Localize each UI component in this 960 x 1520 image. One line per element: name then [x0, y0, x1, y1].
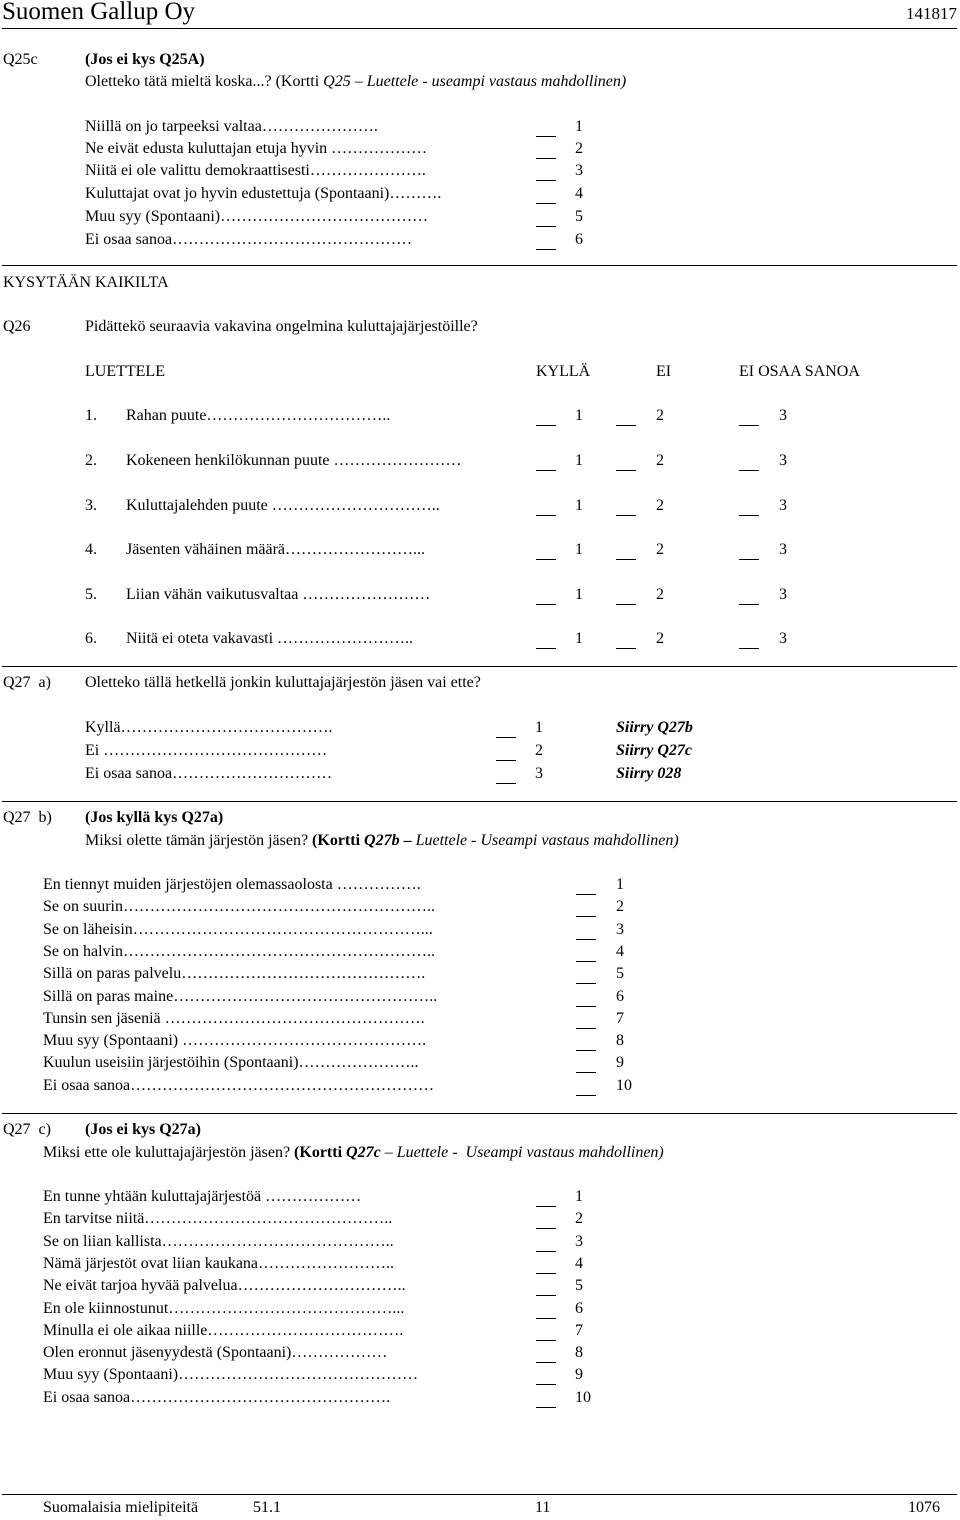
q27c-dash: – [384, 1144, 393, 1161]
answer-blank[interactable] [576, 983, 596, 984]
q26-code-dk: 3 [779, 630, 787, 647]
q25c-option-code: 3 [575, 162, 583, 179]
q25c-question-text: Oletteko tätä mieltä koska...? (Kortti [85, 73, 320, 90]
q27b-option-code: 7 [616, 1009, 624, 1027]
answer-blank[interactable] [536, 203, 556, 204]
q27c-option-label: En ole kiinnostunut……………………………………... [43, 1299, 405, 1317]
answer-blank-dk[interactable] [739, 515, 759, 516]
q26-code-no: 2 [656, 541, 664, 558]
q27b-option-code: 8 [616, 1032, 624, 1050]
q27b-option-label: Se on suurin………………………………………………….. [43, 898, 435, 916]
footer-number: 1076 [908, 1499, 940, 1516]
q26-item-label: Kokeneen henkilökunnan puute …………………… [126, 452, 462, 469]
answer-blank[interactable] [536, 249, 556, 250]
q27a-option-code: 1 [535, 719, 543, 736]
q27a-option-label: Ei …………………………………… [85, 742, 328, 759]
answer-blank-no[interactable] [616, 470, 636, 471]
answer-blank-no[interactable] [616, 559, 636, 560]
q27c-card: Q27c [346, 1144, 381, 1161]
q26-code-yes: 1 [575, 541, 583, 558]
q27c-option-label: Se on liian kallista…………………………………….. [43, 1232, 394, 1250]
answer-blank[interactable] [576, 1095, 596, 1096]
section-divider [2, 666, 957, 667]
q26-col-list: LUETTELE [85, 363, 165, 380]
answer-blank[interactable] [536, 158, 556, 159]
section-divider [2, 801, 957, 802]
answer-blank-no[interactable] [616, 515, 636, 516]
q27b-card: Q27b [364, 832, 400, 849]
q25c-condition: (Jos ei kys Q25A) [85, 51, 205, 68]
q26-item-label: Jäsenten vähäinen määrä……………………... [126, 541, 426, 558]
answer-blank-dk[interactable] [739, 559, 759, 560]
q27c-option-code: 4 [575, 1254, 583, 1272]
q27b-option-label: Sillä on paras palvelu………………………………………. [43, 965, 426, 983]
answer-blank-dk[interactable] [739, 604, 759, 605]
q27b-question [85, 831, 679, 851]
answer-blank-dk[interactable] [739, 648, 759, 649]
q27b-option-code: 10 [616, 1076, 632, 1094]
section-divider [2, 265, 957, 266]
q27b-option-code: 3 [616, 920, 624, 938]
q27a-option-label: Kyllä…………………………………. [85, 719, 333, 736]
q27c-question-text: Miksi ette ole kuluttajajärjestön jäsen? [43, 1144, 291, 1161]
answer-blank-yes[interactable] [536, 559, 556, 560]
q25c-option-label: Muu syy (Spontaani)………………………………… [85, 208, 429, 225]
q27b-option-label: Sillä on paras maine………………………………………….. [43, 987, 438, 1005]
q26-item-label: Kuluttajalehden puute ………………………….. [126, 497, 440, 514]
answer-blank[interactable] [576, 1006, 596, 1007]
q26-item-number: 2. [85, 452, 97, 469]
q25c-dash: – [354, 73, 363, 90]
answer-blank[interactable] [576, 916, 596, 917]
q26-item-label: Liian vähän vaikutusvaltaa …………………… [126, 586, 431, 603]
q26-code-dk: 3 [779, 586, 787, 603]
answer-blank[interactable] [536, 1384, 556, 1385]
answer-blank[interactable] [536, 1318, 556, 1319]
q26-code-no: 2 [656, 497, 664, 514]
q27c-option-label: Ei osaa sanoa…………………………………………. [43, 1388, 391, 1406]
q27c-question [43, 1143, 664, 1163]
q25c-id: Q25c [3, 51, 38, 68]
q25c-option-label: Niitä ei ole valittu demokraattisesti…………………. [85, 162, 426, 179]
answer-blank[interactable] [536, 136, 556, 137]
q26-item-label: Rahan puute…………………………….. [126, 407, 391, 424]
q25c-option-label: Niillä on jo tarpeeksi valtaa…………………. [85, 118, 378, 135]
q26-col-no: EI [656, 363, 672, 380]
q26-code-no: 2 [656, 630, 664, 647]
q27c-option-code: 1 [575, 1188, 583, 1205]
q27b-id: Q27 b) [3, 809, 52, 826]
section-divider [2, 1113, 957, 1114]
q27c-option-label: Muu syy (Spontaani)……………………………………… [43, 1366, 419, 1384]
q25c-instruction: Luettele - useampi vastaus mahdollinen) [366, 73, 627, 90]
answer-blank[interactable] [536, 226, 556, 227]
q26-code-dk: 3 [779, 497, 787, 514]
q25c-option-label: Ei osaa sanoa……………………………………… [85, 231, 413, 248]
answer-blank-yes[interactable] [536, 648, 556, 649]
q26-code-dk: 3 [779, 407, 787, 424]
answer-blank-dk[interactable] [739, 470, 759, 471]
q27a-option-code: 3 [535, 765, 543, 782]
q26-code-dk: 3 [779, 541, 787, 558]
q27b-instruction: Luettele - Useampi vastaus mahdollinen) [415, 832, 679, 849]
q26-code-yes: 1 [575, 497, 583, 514]
q26-question: Pidättekö seuraavia vakavina ongelmina kuluttajajärjestöille? [85, 318, 478, 335]
q26-item-number: 3. [85, 497, 97, 514]
answer-blank[interactable] [496, 737, 516, 738]
q27c-option-label: En tarvitse niitä……………………………………….. [43, 1210, 393, 1228]
q26-item-label: Niitä ei oteta vakavasti …………………….. [126, 630, 414, 647]
answer-blank-yes[interactable] [536, 425, 556, 426]
q26-code-yes: 1 [575, 630, 583, 647]
q27c-id: Q27 c) [3, 1121, 51, 1138]
q27c-option-code: 5 [575, 1277, 583, 1295]
q27c-option-code: 6 [575, 1299, 583, 1317]
q27c-option-label: Nämä järjestöt ovat liian kaukana…………………….. [43, 1254, 395, 1272]
q27a-route: Siirry Q27b [616, 719, 693, 736]
answer-blank[interactable] [576, 1050, 596, 1051]
q27c-option-label: Minulla ei ole aikaa niille………………………………. [43, 1321, 404, 1339]
q25c-question [85, 72, 626, 92]
q27b-option-code: 5 [616, 965, 624, 983]
q27b-option-label: Kuulun useisiin järjestöihin (Spontaani)………………….. [43, 1054, 419, 1072]
answer-blank[interactable] [536, 1251, 556, 1252]
q26-code-yes: 1 [575, 586, 583, 603]
q27b-kortti: (Kortti [312, 832, 361, 849]
q27b-dash: – [403, 832, 412, 849]
q26-item-number: 6. [85, 630, 97, 647]
q27a-route: Siirry 028 [616, 765, 682, 782]
q25c-option-code: 6 [575, 231, 583, 248]
q27b-option-code: 4 [616, 942, 624, 960]
q27c-option-code: 8 [575, 1344, 583, 1362]
q27b-option-label: Se on läheisin………………………………………………... [43, 920, 433, 938]
q26-code-no: 2 [656, 586, 664, 603]
q27b-option-label: Muu syy (Spontaani) ………………………………………. [43, 1032, 427, 1050]
answer-blank[interactable] [576, 961, 596, 962]
q26-code-yes: 1 [575, 407, 583, 424]
q27c-option-code: 3 [575, 1232, 583, 1250]
q27c-option-label: Ne eivät tarjoa hyvää palvelua………………………….. [43, 1277, 406, 1295]
q27b-option-code: 2 [616, 898, 624, 916]
q27b-condition: (Jos kyllä kys Q27a) [85, 809, 224, 826]
header-title: Suomen Gallup Oy [2, 0, 196, 25]
q25c-option-code: 1 [575, 118, 583, 135]
q26-item-number: 4. [85, 541, 97, 558]
q27c-option-code: 7 [575, 1321, 583, 1339]
answer-blank[interactable] [536, 1228, 556, 1229]
answer-blank[interactable] [576, 939, 596, 940]
q25c-card: Q25 [323, 73, 351, 90]
q27c-instruction: Luettele - Useampi vastaus mahdollinen) [396, 1144, 664, 1161]
q25c-option-code: 4 [575, 185, 583, 202]
answer-blank[interactable] [536, 1206, 556, 1207]
q25c-option-label: Kuluttajat ovat jo hyvin edustettuja (Spontaani)………. [85, 185, 442, 202]
q27c-option-label: En tunne yhtään kuluttajajärjestöä ……………… [43, 1188, 362, 1205]
header-rule [2, 28, 957, 29]
q27c-option-code: 9 [575, 1366, 583, 1384]
q27c-condition: (Jos ei kys Q27a) [85, 1121, 201, 1138]
q27b-option-code: 6 [616, 987, 624, 1005]
answer-blank[interactable] [496, 783, 516, 784]
answer-blank-no[interactable] [616, 648, 636, 649]
q26-col-yes: KYLLÄ [536, 363, 591, 380]
footer-publication: Suomalaisia mielipiteitä [43, 1499, 199, 1516]
q26-item-number: 5. [85, 586, 97, 603]
answer-blank-yes[interactable] [536, 470, 556, 471]
q27c-option-code: 2 [575, 1210, 583, 1228]
answer-blank-yes[interactable] [536, 515, 556, 516]
q27b-option-label: Se on halvin………………………………………………….. [43, 942, 435, 960]
answer-blank[interactable] [576, 894, 596, 895]
footer-rule [2, 1494, 957, 1495]
q27c-option-label: Olen eronnut jäsenyydestä (Spontaani)……………… [43, 1344, 388, 1362]
q27c-kortti: (Kortti [294, 1144, 343, 1161]
q26-code-no: 2 [656, 407, 664, 424]
answer-blank-dk[interactable] [739, 425, 759, 426]
q27a-option-code: 2 [535, 742, 543, 759]
answer-blank[interactable] [536, 1295, 556, 1296]
footer-issue: 51.1 [253, 1499, 281, 1516]
answer-blank[interactable] [536, 180, 556, 181]
footer-page-number: 11 [535, 1499, 551, 1516]
q25c-option-code: 5 [575, 208, 583, 225]
q26-id: Q26 [3, 318, 31, 335]
answer-blank-yes[interactable] [536, 604, 556, 605]
q27b-option-code: 1 [616, 876, 624, 893]
q27b-option-label: Ei osaa sanoa………………………………………………… [43, 1076, 435, 1094]
answer-blank[interactable] [536, 1340, 556, 1341]
q27a-id: Q27 a) [3, 674, 51, 691]
q27b-option-code: 9 [616, 1054, 624, 1072]
q25c-option-label: Ne eivät edusta kuluttajan etuja hyvin ……………… [85, 140, 428, 157]
q25c-option-code: 2 [575, 140, 583, 157]
answer-blank-no[interactable] [616, 425, 636, 426]
answer-blank-no[interactable] [616, 604, 636, 605]
q26-code-no: 2 [656, 452, 664, 469]
q26-code-dk: 3 [779, 452, 787, 469]
answer-blank[interactable] [536, 1362, 556, 1363]
header-code: 141817 [906, 4, 957, 23]
q27b-option-label: En tiennyt muiden järjestöjen olemassaolosta ……………. [43, 876, 421, 893]
q27b-question-text: Miksi olette tämän järjestön jäsen? [85, 832, 309, 849]
answer-blank[interactable] [536, 1407, 556, 1408]
all-asked-heading: KYSYTÄÄN KAIKILTA [3, 274, 169, 291]
q26-code-yes: 1 [575, 452, 583, 469]
q27a-option-label: Ei osaa sanoa………………………… [85, 765, 333, 782]
q26-col-dk: EI OSAA SANOA [739, 363, 860, 380]
answer-blank[interactable] [536, 1273, 556, 1274]
answer-blank[interactable] [576, 1072, 596, 1073]
answer-blank[interactable] [576, 1028, 596, 1029]
q27b-option-label: Tunsin sen jäseniä …………………………………………. [43, 1009, 425, 1027]
q26-item-number: 1. [85, 407, 97, 424]
q27a-question: Oletteko tällä hetkellä jonkin kuluttajajärjestön jäsen vai ette? [85, 674, 481, 691]
q27a-route: Siirry Q27c [616, 742, 692, 759]
q27c-option-code: 10 [575, 1388, 591, 1406]
answer-blank[interactable] [496, 760, 516, 761]
